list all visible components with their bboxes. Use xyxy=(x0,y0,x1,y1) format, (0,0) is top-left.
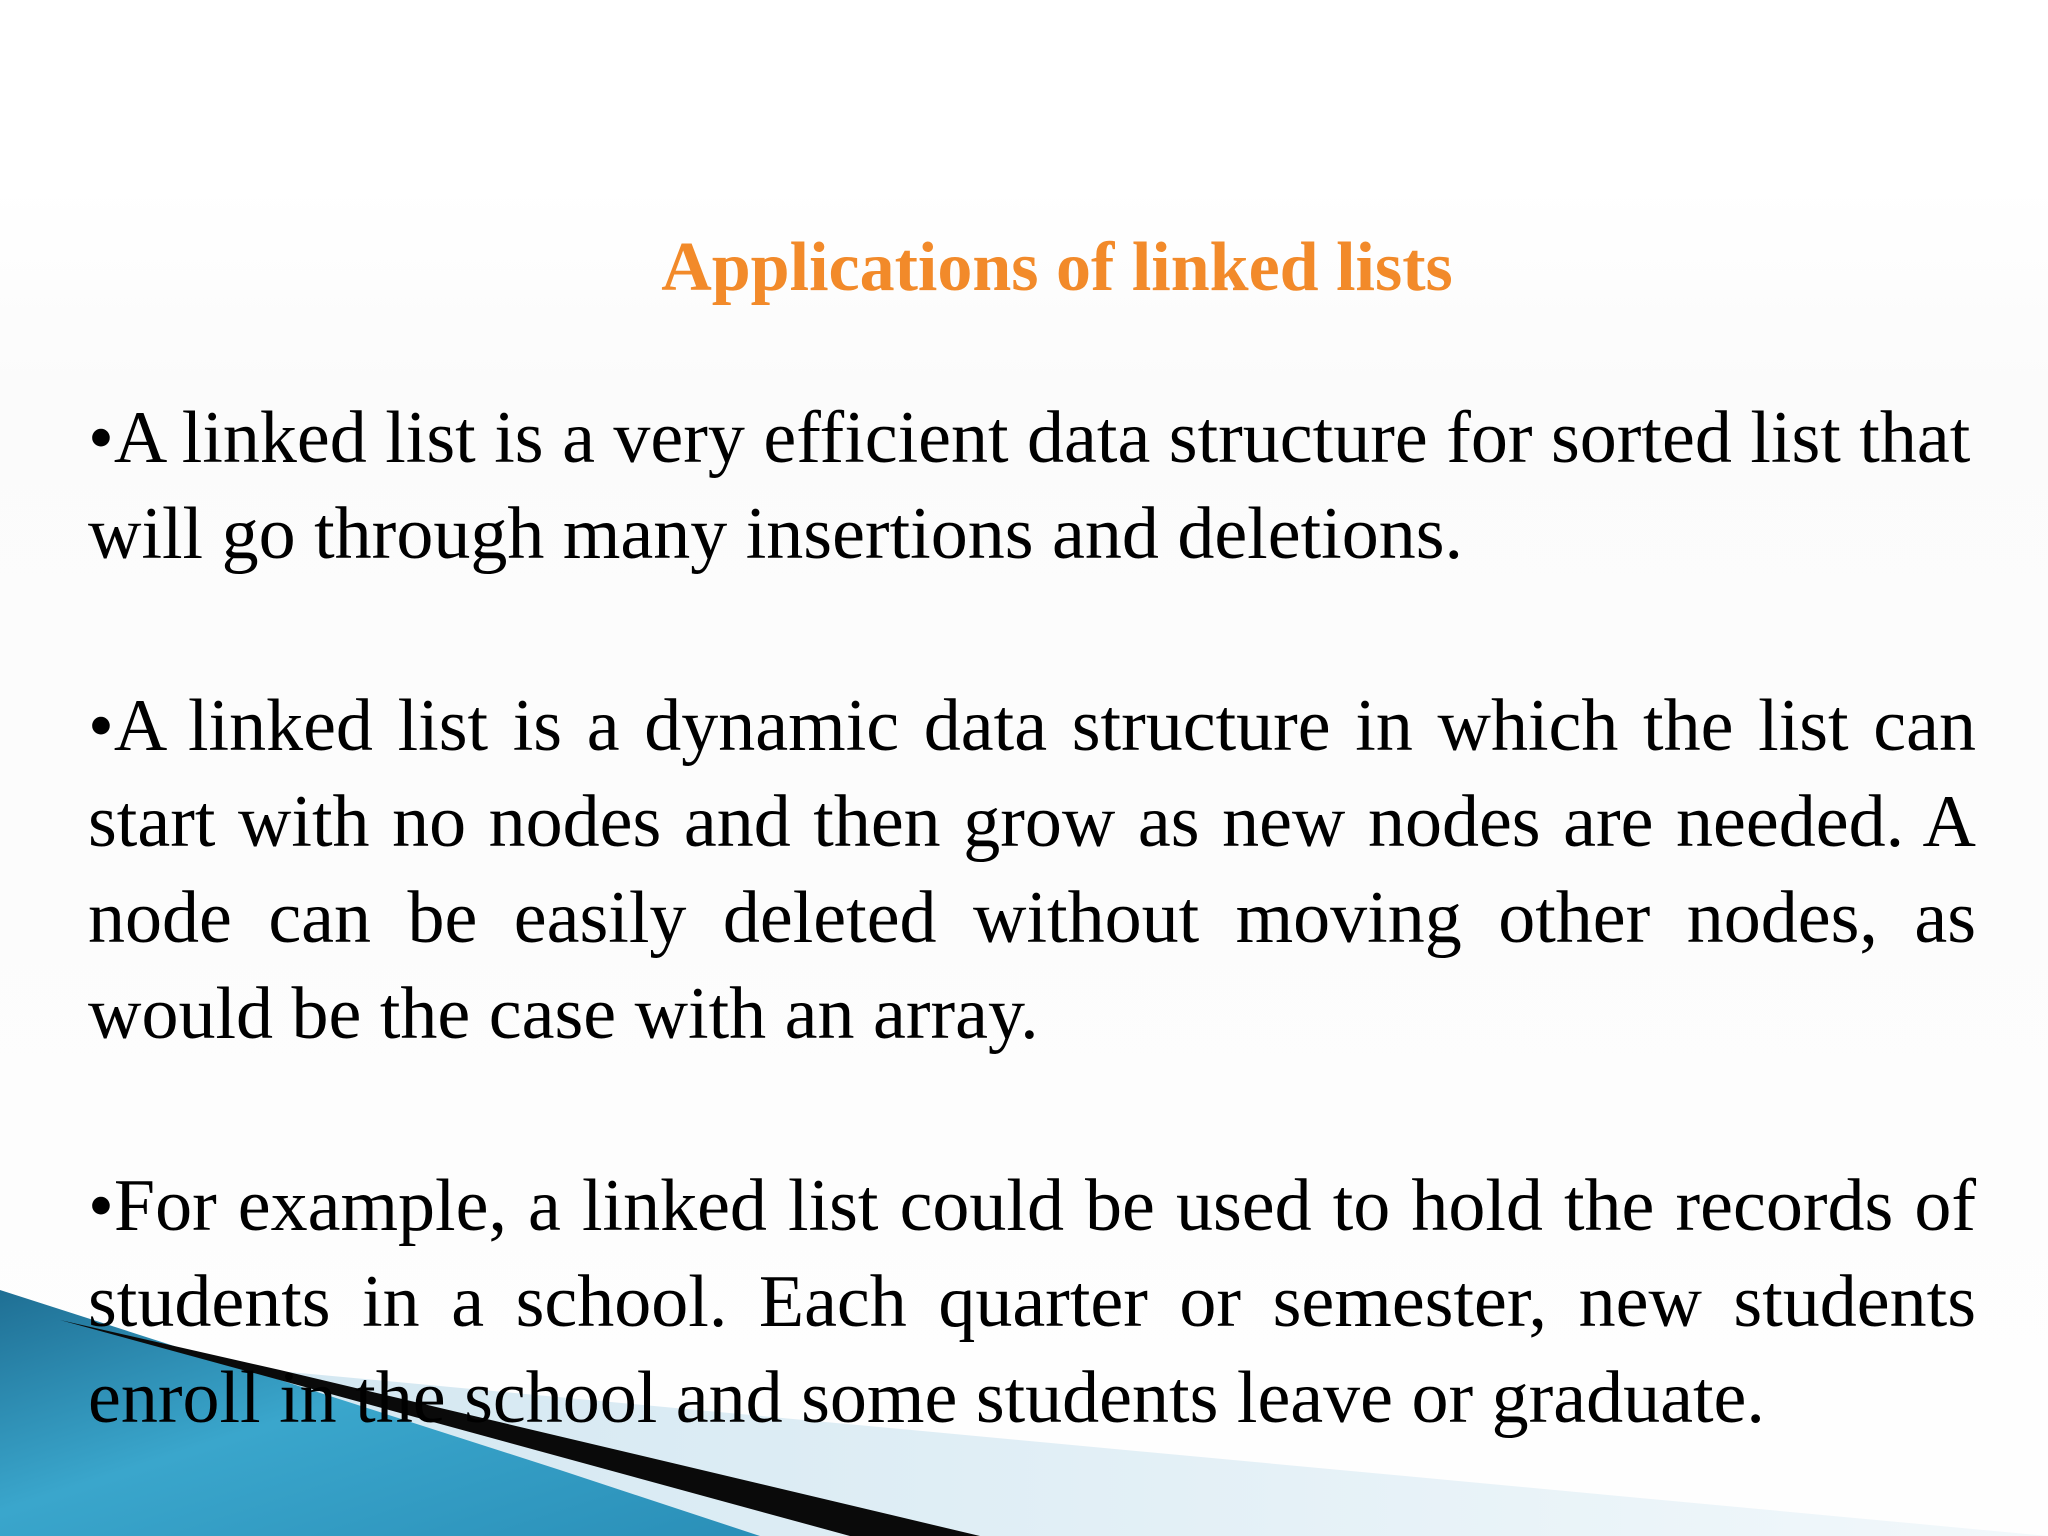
slide-title: Applications of linked lists xyxy=(661,229,1453,306)
slide-body xyxy=(88,390,1976,1446)
bullet-paragraph-3: •For example, a linked list could be used to hold the records of students in a school. Each quarter or semester, new students enroll in the school and some students leave or graduate. xyxy=(88,1165,1976,1439)
bullet-paragraph-1: •A linked list is a very efficient data structure for sorted list that will go through many insertions and deletions. xyxy=(88,397,1971,575)
bullet-paragraph-2: •A linked list is a dynamic data structure in which the list can start with no nodes and then grow as new nodes are needed. A node can be easily deleted without moving other nodes, as would be the case with an array. xyxy=(88,685,1976,1055)
